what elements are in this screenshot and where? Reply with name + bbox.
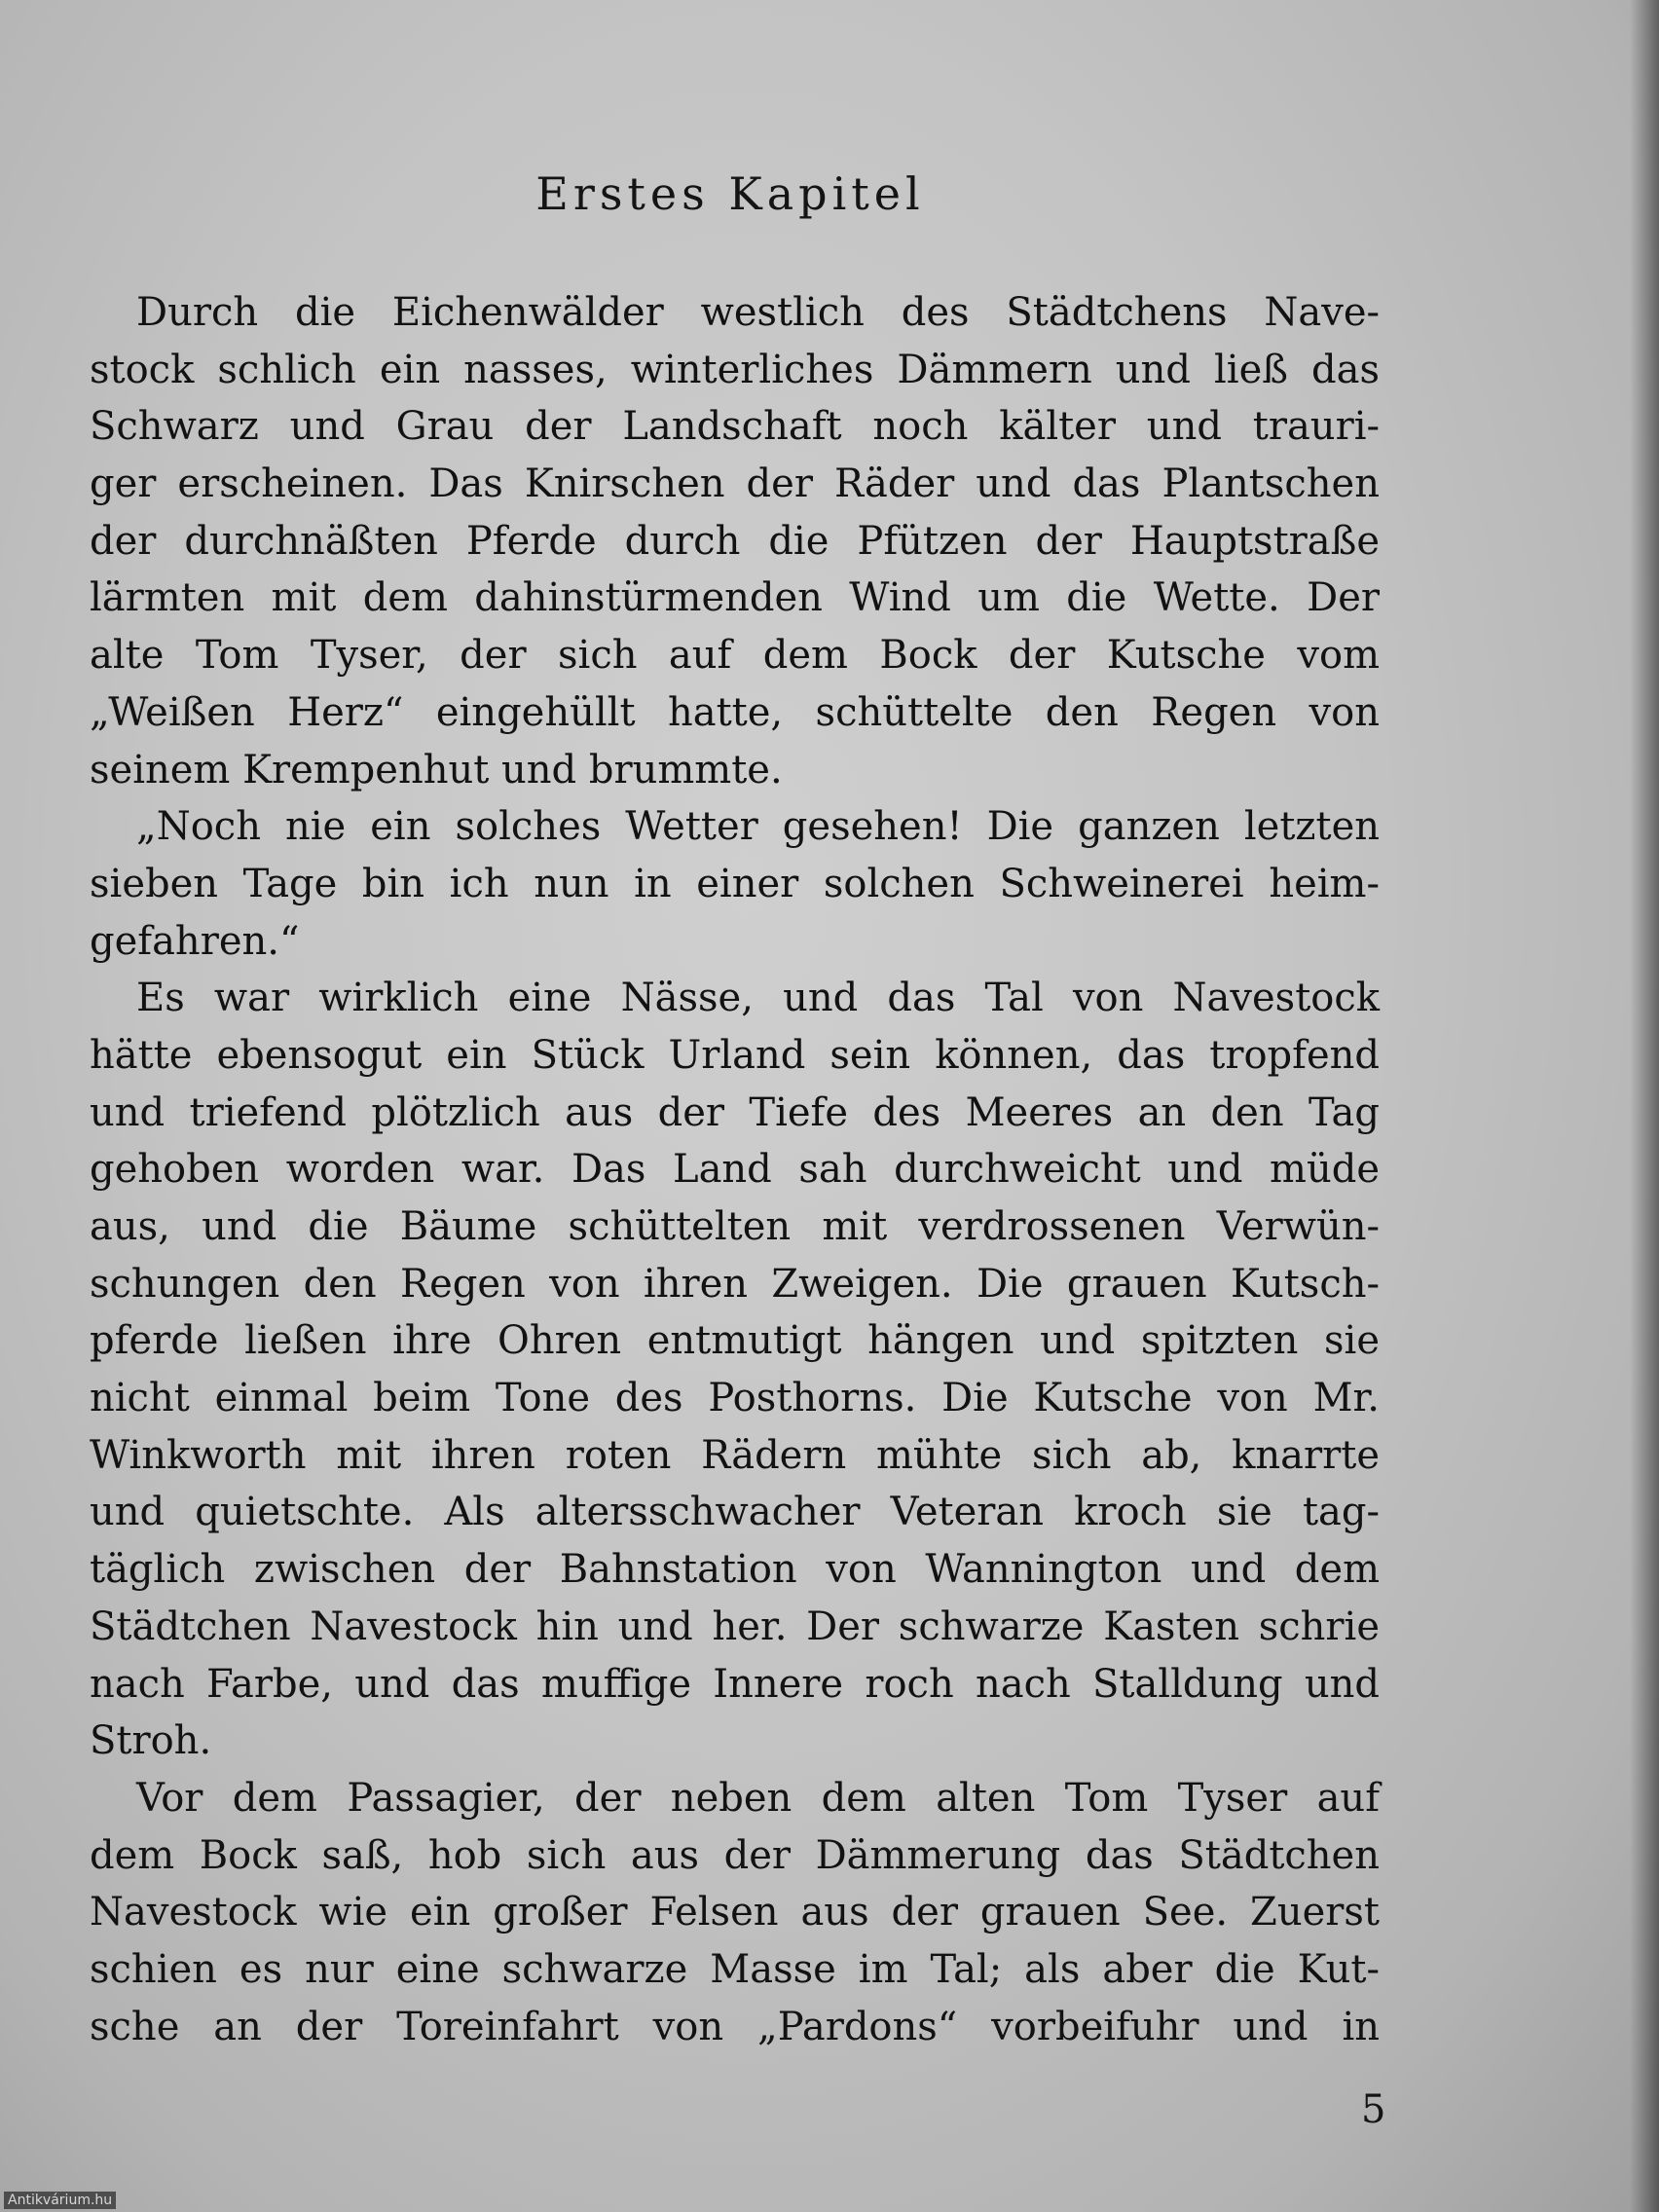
text-line: Navestock wie ein großer Felsen aus der grauen See. Zuerst [90, 1890, 1380, 1936]
text-line: nach Farbe, und das muffige Innere roch nach Stalldung und [90, 1661, 1380, 1707]
text-line: Schwarz und Grau der Landschaft noch kälter und trauri- [90, 404, 1380, 450]
text-line: seinem Krempenhut und brummte. [90, 747, 783, 793]
text-line: sche an der Toreinfahrt von „Pardons“ vorbeifuhr und in [90, 2004, 1380, 2049]
text-line: „Noch nie ein solches Wetter gesehen! Die ganzen letzten [136, 804, 1380, 850]
text-line: ger erscheinen. Das Knirschen der Räder und das Plantschen [90, 461, 1380, 507]
text-line: „Weißen Herz“ eingehüllt hatte, schüttelte den Regen von [90, 689, 1380, 735]
text-line: Es war wirklich eine Nässe, und das Tal von Navestock [136, 976, 1380, 1021]
text-line: Winkworth mit ihren roten Rädern mühte sich ab, knarrte [90, 1432, 1380, 1478]
text-line: stock schlich ein nasses, winterliches Dämmern und ließ das [90, 347, 1380, 392]
text-line: Städtchen Navestock hin und her. Der schwarze Kasten schrie [90, 1604, 1380, 1649]
text-line: täglich zwischen der Bahnstation von Wannington und dem [90, 1547, 1380, 1593]
text-line: aus, und die Bäume schüttelten mit verdrossenen Verwün- [90, 1204, 1380, 1249]
text-line: dem Bock saß, hob sich aus der Dämmerung das Städtchen [90, 1832, 1380, 1878]
text-line: Vor dem Passagier, der neben dem alten Tom Tyser auf [136, 1775, 1380, 1821]
body-text [90, 284, 1380, 2055]
text-line: schungen den Regen von ihren Zweigen. Die grauen Kutsch- [90, 1261, 1380, 1307]
text-line: Stroh. [90, 1718, 212, 1764]
text-line: und quietschte. Als altersschwacher Veteran kroch sie tag- [90, 1490, 1380, 1535]
text-line: pferde ließen ihre Ohren entmutigt hängen und spitzten sie [90, 1318, 1380, 1364]
text-line: gehoben worden war. Das Land sah durchweicht und müde [90, 1147, 1380, 1193]
text-line: Durch die Eichenwälder westlich des Städtchens Nave- [136, 290, 1380, 335]
text-line: nicht einmal beim Tone des Posthorns. Die Kutsche von Mr. [90, 1376, 1380, 1421]
text-line: der durchnäßten Pferde durch die Pfützen der Hauptstraße [90, 518, 1380, 564]
watermark: Antikvárium.hu [4, 2192, 116, 2209]
text-line: schien es nur eine schwarze Masse im Tal; als aber die Kut- [90, 1946, 1380, 1992]
text-line: alte Tom Tyser, der sich auf dem Bock der Kutsche vom [90, 633, 1380, 679]
text-line: gefahren.“ [90, 918, 300, 964]
chapter-title: Erstes Kapitel [535, 167, 925, 220]
text-line: hätte ebensogut ein Stück Urland sein können, das tropfend [90, 1032, 1380, 1078]
page-number: 5 [1361, 2087, 1386, 2132]
text-line: und triefend plötzlich aus der Tiefe des Meeres an den Tag [90, 1089, 1380, 1135]
text-line: lärmten mit dem dahinstürmenden Wind um die Wette. Der [90, 575, 1380, 621]
text-line: sieben Tage bin ich nun in einer solchen Schweinerei heim- [90, 861, 1380, 906]
